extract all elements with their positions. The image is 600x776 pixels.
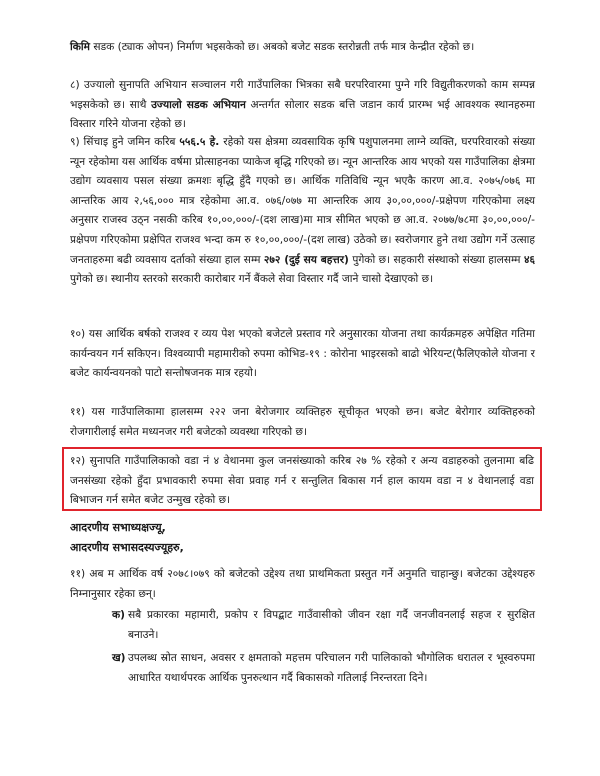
paragraph-11: ११) यस गाउँपालिकामा हालसम्म २२२ जना बेरोजगार व्यक्तिहरु सूचीकृत भएको छन। बजेट बेरोगार व्यक्तिहरुको रोजगारीलाई समेत मध्यनजर गरी बजेटको व्यवस्था गरिएको छ। [70, 406, 535, 438]
list-item-label: क) [112, 609, 125, 621]
bold-term: ४६ [523, 253, 535, 266]
list-item-label: ख) [112, 652, 126, 665]
list-item [70, 649, 535, 688]
list-item-text: उपलब्ध स्रोत साधन, अवसर र क्षमताको महत्तम परिचालन गरी पालिकाको भौगोलिक धरातल र भूस्वरुपमा आधारित यथार्थपरक आर्थिक पुनरुत्थान गर्दै बिकासको गतिलाई निरन्तरता दिने। [128, 652, 535, 684]
paragraph-12: १२) सुनापति गाउँपालिकाको वडा नं ४ वेथानमा कुल जनसंख्याको करिब २७ % रहेको र अन्य वडाहरुको तुलनामा बढि जनसंख्या रहेको हुँदा प्रभावकारी रुपमा सेवा प्रवाह गर्न र सन्तुलित बिकास गर्न हाल कायम वडा न ४ वेथानलाई वडा बिभाजन गर्न समेत बजेट उन्मुख रहेको छ। [70, 455, 534, 507]
salutation-chair: आदरणीय सभाध्यक्षज्यू, [70, 521, 166, 534]
list-item [70, 606, 535, 645]
paragraph-continued: किमि सडक (ट्याक ओपन) निर्माण भइसकेको छ। अबको बजेट सडक स्तरोन्नती तर्फ मात्र केन्द्रीत रहेको छ। [70, 41, 475, 53]
salutation-members: आदरणीय सभासदस्यज्यूहरु, [70, 541, 184, 554]
bold-term: उज्यालो सडक अभियान [151, 98, 246, 111]
bold-term: किमि [70, 41, 90, 53]
budget-intro: ११) अब म आर्थिक वर्ष २०७८।०७९ को बजेटको उद्देश्य तथा प्राथमिकता प्रस्तुत गर्ने अनुमति चाहान्छु। बजेटका उद्देश्यहरु निम्नानुसार रहेका छन्। [70, 568, 535, 600]
bold-term: २७२ (दुई सय बहत्तर) [263, 253, 349, 266]
highlight-box [62, 447, 542, 511]
paragraph-8: ८) उज्यालो सुनापति अभियान सञ्चालन गरी गाउँपालिका भित्रका सबै घरपरिवारमा पुग्ने गरि विद्युतीकरणको काम सम्पन्न भइसकेको छ। साथै उज्यालो सडक अभियान अन्तर्गत सोलार सडक बत्ति जडान कार्य प्रारम्भ भई आवश्यक स्थानहरुमा विस्तार गरिने योजना रहेको छ। [70, 79, 535, 131]
objectives-list [70, 606, 535, 692]
bold-term: ५५६.५ हे. [179, 136, 220, 148]
paragraph-9: ९) सिंचाइ हुने जमिन करिब ५५६.५ हे. रहेको यस क्षेत्रमा व्यवसायिक कृषि पशुपालनमा लाग्ने व्यक्ति, घरपरिवारको संख्या न्यून रहेकोमा यस आर्थिक वर्षमा प्रोत्साहनका प्याकेज बृद्धि गरिएको छ। न्यून आन्तरिक आय भएको यस गाउँपालिका क्षेत्रमा उद्योग व्यवसाय पसल संख्या क्रमशः बृद्धि हुँदै गएको छ। आर्थिक गतिविधि न्यून भएकै कारण आ.व. २०७५/०७६ मा आन्तरिक आय २,५६,००० मात्र रहेकोमा आ.व. ०७६/०७७ मा आन्तरिक आय ३०,००,०००/-प्रक्षेपण गरिएकोमा लक्ष्य अनुसार राजस्व उठ्न नसकी करिब १०,००,०००/-(दश लाख)मा मात्र सीमित भएको छ आ.व. २०७७/७८मा ३०,००,०००/-प्रक्षेपण गरिएकोमा प्रक्षेपित राजश्व भन्दा कम रु १०,००,०००/-(दश लाख) उठेको छ। स्वरोजगार हुने तथा उद्योग गर्ने उत्साह जनताहरुमा बढी व्यवसाय दर्ताको संख्या हाल सम्म २७२ (दुई सय बहत्तर) पुगेको छ। सहकारी संस्थाको संख्या हालसम्म ४६ पुगेको छ। स्थानीय स्तरको सरकारी कारोबार गर्ने बैंकले सेवा विस्तार गर्दै जाने चासो देखाएको छ। [70, 136, 535, 286]
paragraph-10: १०) यस आर्थिक बर्षको राजश्व र व्यय पेश भएको बजेटले प्रस्ताव गरे अनुसारका योजना तथा कार्यक्रमहरु अपेक्षित गतिमा कार्यन्वयन गर्न सकिएन। विश्वव्यापी महामारीको रुपमा कोभिड-१९ : कोरोना भाइरसको बाढो भेरियन्ट(फैलिएकोले योजना र बजेट कार्यन्वयनको पाटो सन्तोषजनक मात्र रहयो। [70, 328, 535, 380]
list-item-text: सबै प्रकारका महामारी, प्रकोप र विपद्बाट गाउँवासीको जीवन रक्षा गर्दै जनजीवनलाई सहज र सुरक्षित बनाउने। [128, 609, 535, 641]
